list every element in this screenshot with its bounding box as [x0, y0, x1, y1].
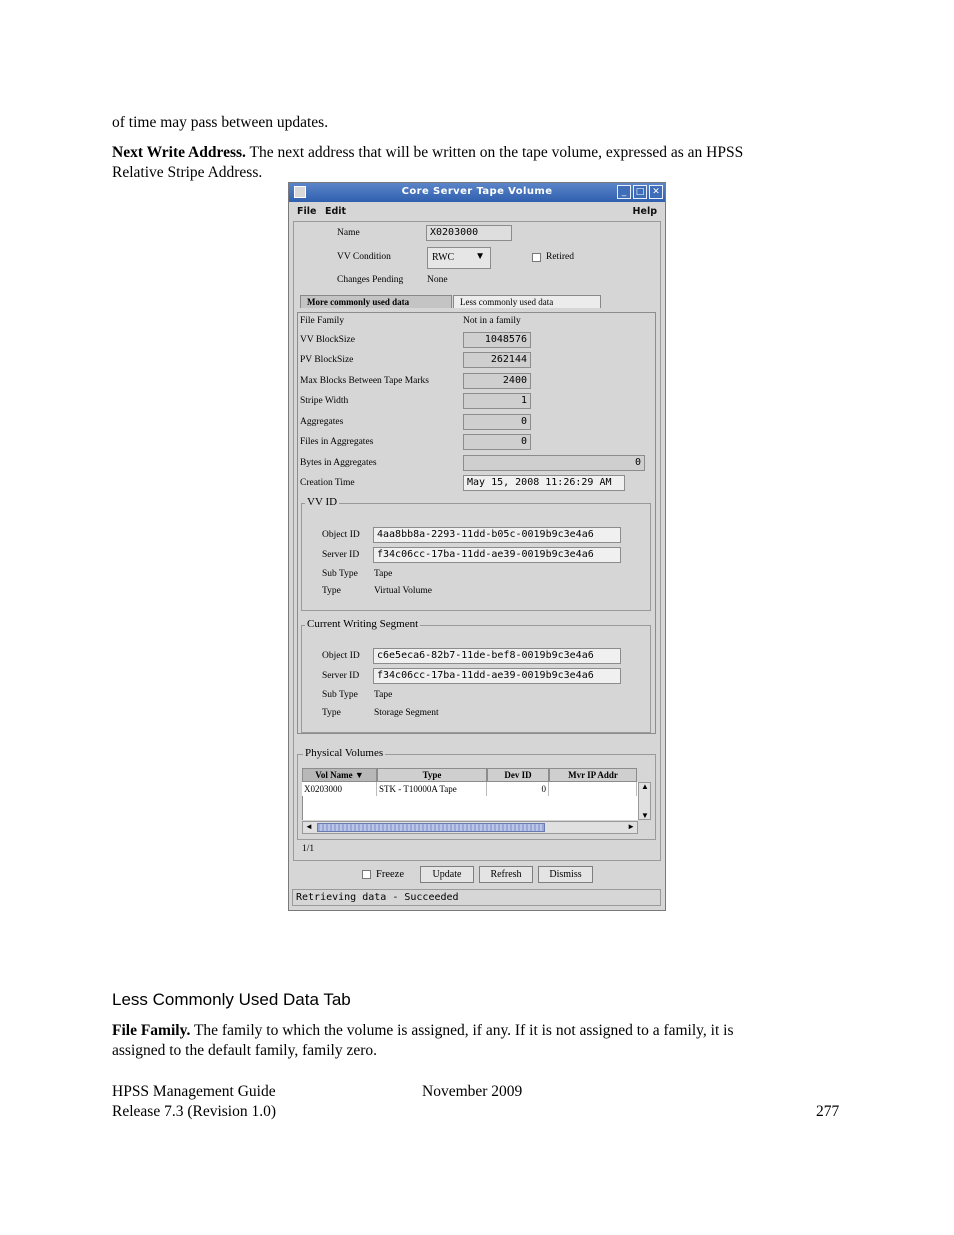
cws-type-value: Storage Segment — [374, 708, 439, 718]
vv-id-title: VV ID — [307, 496, 338, 508]
cws-server-id-field: f34c06cc-17ba-11dd-ae39-0019b9c3e4a6 — [373, 668, 621, 684]
creation-time-label: Creation Time — [300, 478, 355, 488]
physical-volumes-title: Physical Volumes — [305, 747, 384, 759]
max-blocks-label: Max Blocks Between Tape Marks — [300, 376, 429, 386]
table-cell-mvr-ip-addr[interactable] — [549, 782, 637, 796]
table-cell-vol-name[interactable]: X0203000 — [302, 782, 377, 796]
vv-condition-value: RWC — [432, 252, 455, 263]
section-heading: Less Commonly Used Data Tab — [112, 990, 351, 1009]
close-icon[interactable]: ✕ — [649, 185, 663, 199]
aggregates-field: 0 — [463, 414, 531, 430]
cws-sub-type-value: Tape — [374, 690, 393, 700]
scroll-thumb[interactable] — [317, 823, 545, 832]
window-title: Core Server Tape Volume — [401, 186, 553, 197]
vv-type-value: Virtual Volume — [374, 586, 432, 596]
changes-pending-label: Changes Pending — [337, 275, 404, 285]
menu-file[interactable]: File — [297, 206, 317, 217]
minimize-icon[interactable]: _ — [617, 185, 631, 199]
record-count: 1/1 — [302, 844, 315, 854]
term-file-family: File Family. — [112, 1022, 191, 1039]
scroll-left-icon[interactable]: ◄ — [305, 822, 313, 831]
column-header-dev-id[interactable]: Dev ID — [487, 768, 549, 782]
definition-text-line2: Relative Stripe Address. — [112, 164, 263, 181]
dismiss-button[interactable]: Dismiss — [538, 866, 593, 883]
scroll-right-icon[interactable]: ► — [627, 822, 635, 831]
footer-guide-title: HPSS Management Guide — [112, 1083, 276, 1100]
vv-blocksize-field: 1048576 — [463, 332, 531, 348]
creation-time-field: May 15, 2008 11:26:29 AM — [463, 475, 625, 491]
menu-edit[interactable]: Edit — [325, 206, 347, 217]
freeze-label: Freeze — [376, 869, 404, 880]
paragraph-next-write-address — [112, 143, 743, 183]
menu-bar — [289, 203, 665, 219]
bytes-in-aggregates-field: 0 — [463, 455, 645, 471]
definition-text: The next address that will be written on the tape volume, expressed as an HPSS — [245, 144, 744, 161]
menu-help[interactable]: Help — [632, 206, 657, 217]
bytes-in-aggregates-label: Bytes in Aggregates — [300, 458, 377, 468]
cws-sub-type-label: Sub Type — [322, 690, 358, 700]
term-next-write-address: Next Write Address. — [112, 144, 246, 161]
horizontal-scrollbar[interactable] — [302, 821, 638, 834]
vv-condition-select[interactable] — [427, 247, 491, 269]
freeze-checkbox[interactable] — [362, 870, 371, 879]
file-family-label: File Family — [300, 316, 345, 326]
table-cell-dev-id[interactable]: 0 — [487, 782, 549, 796]
vv-blocksize-label: VV BlockSize — [300, 335, 355, 345]
column-header-type[interactable]: Type — [377, 768, 487, 782]
vv-condition-label: VV Condition — [337, 252, 391, 262]
paragraph-file-family — [112, 1021, 734, 1061]
stripe-width-label: Stripe Width — [300, 396, 349, 406]
file-family-value: Not in a family — [463, 316, 521, 326]
cws-object-id-label: Object ID — [322, 651, 360, 661]
refresh-button[interactable]: Refresh — [479, 866, 533, 883]
column-header-mvr-ip-addr[interactable]: Mvr IP Addr — [549, 768, 637, 782]
page-number: 277 — [816, 1103, 840, 1120]
cws-object-id-field: c6e5eca6-82b7-11de-bef8-0019b9c3e4a6 — [373, 648, 621, 664]
paragraph-continuation: of time may pass between updates. — [112, 114, 329, 131]
footer-release: Release 7.3 (Revision 1.0) — [112, 1103, 277, 1120]
maximize-icon[interactable]: □ — [633, 185, 647, 199]
cws-type-label: Type — [322, 708, 341, 718]
scroll-up-icon[interactable]: ▲ — [641, 782, 649, 791]
retired-label: Retired — [546, 252, 574, 262]
current-writing-segment-title: Current Writing Segment — [307, 618, 419, 630]
vv-server-id-field: f34c06cc-17ba-11dd-ae39-0019b9c3e4a6 — [373, 547, 621, 563]
files-in-aggregates-label: Files in Aggregates — [300, 437, 374, 447]
aggregates-label: Aggregates — [300, 417, 344, 427]
vertical-scrollbar[interactable] — [638, 782, 651, 820]
pv-blocksize-label: PV BlockSize — [300, 355, 354, 365]
stripe-width-field: 1 — [463, 393, 531, 409]
cws-server-id-label: Server ID — [322, 671, 360, 681]
retired-checkbox[interactable] — [532, 253, 541, 262]
vv-type-label: Type — [322, 586, 341, 596]
file-family-definition-line2: assigned to the default family, family zero. — [112, 1042, 377, 1059]
table-cell-type[interactable]: STK - T10000A Tape — [377, 782, 487, 796]
title-bar[interactable] — [289, 183, 665, 202]
update-button[interactable]: Update — [420, 866, 474, 883]
tab-more-commonly-used-data[interactable]: More commonly used data — [300, 295, 452, 308]
files-in-aggregates-field: 0 — [463, 434, 531, 450]
status-bar: Retrieving data - Succeeded — [292, 889, 661, 906]
pv-blocksize-field: 262144 — [463, 352, 531, 368]
footer-date: November 2009 — [422, 1083, 523, 1100]
changes-pending-value: None — [427, 275, 448, 285]
vv-sub-type-value: Tape — [374, 569, 393, 579]
max-blocks-field: 2400 — [463, 373, 531, 389]
vv-sub-type-label: Sub Type — [322, 569, 358, 579]
vv-server-id-label: Server ID — [322, 550, 360, 560]
name-label: Name — [337, 228, 360, 238]
vv-object-id-label: Object ID — [322, 530, 360, 540]
name-field[interactable]: X0203000 — [426, 225, 512, 241]
file-family-definition: The family to which the volume is assigned, if any. If it is not assigned to a family, it is — [190, 1022, 734, 1039]
scroll-down-icon[interactable]: ▼ — [641, 811, 649, 820]
column-header-vol-name[interactable]: Vol Name ▼ — [302, 768, 377, 782]
vv-object-id-field: 4aa8bb8a-2293-11dd-b05c-0019b9c3e4a6 — [373, 527, 621, 543]
chevron-down-icon: ▼ — [475, 251, 485, 262]
tab-less-commonly-used-data[interactable]: Less commonly used data — [453, 295, 601, 308]
